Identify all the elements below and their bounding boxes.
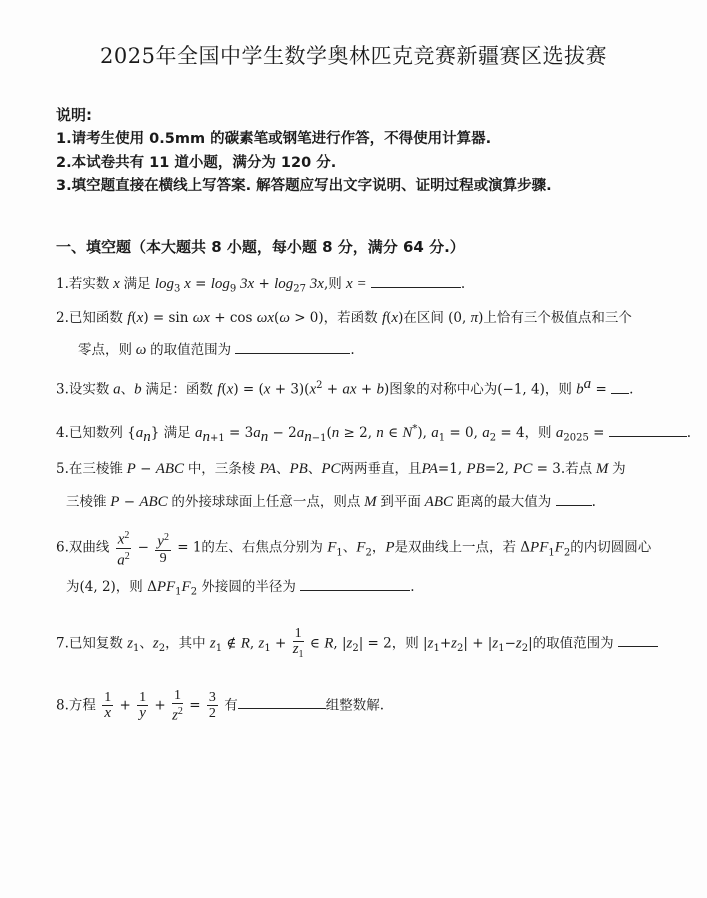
q4-answer-blank[interactable] xyxy=(609,424,687,437)
question-1: 1.若实数 x 满足 $\log_3 x = \log_9 3x + \log_{27} 3x$,则 x = . xyxy=(56,276,466,295)
section-heading: 一、填空题（本大题共 8 小题，每小题 8 分，满分 64 分.） xyxy=(56,238,465,256)
q1-number: 1. xyxy=(56,276,69,292)
question-5-line-1: 5.在三棱锥 P − ABC 中，三条棱 PA、PB、PC两两垂直，且PA=1, PB=2, PC = 3.若点 M 为 xyxy=(56,461,626,477)
question-4: 4.已知数列 $\{a_n\}$ 满足 $a_{n+1} = 3a_n - 2a_{n-1}(n \ge 2$, n ∈ N*), $a_1 = 0$, $a_2 = 4$，则 $a_{2025}$ = . xyxy=(56,423,692,445)
notes-heading: 说明: xyxy=(56,106,92,124)
note-item-3: 3.填空题直接在横线上写答案. 解答题应写出文字说明、证明过程或演算步骤. xyxy=(56,178,552,194)
q1-prefix: 若实数 xyxy=(68,276,110,292)
q5-answer-blank[interactable] xyxy=(556,493,592,506)
question-8: 8.方程 $\frac{1}{x}$ + $\frac{1}{y}$ + $\frac{1}{z^2}$ = $\frac{3}{2}$ 有 组整数解. xyxy=(56,688,384,724)
question-6-line-1: 6.双曲线 $\frac{x^2}{a^2}$ − $\frac{y^2}{9}$ = 1的左、右焦点分别为 $F_1$、$F_2$，P是双曲线上一点，若 $\Delta PF_1F_2$的内切圆圆心 xyxy=(56,530,652,569)
note-item-1: 1.请考生使用 0.5mm 的碳素笔或钢笔进行作答，不得使用计算器. xyxy=(56,131,492,147)
question-7: 7.已知复数 $z_1$、$z_2$，其中 $z_1$ ∉ R, $z_1$ + $\frac{1}{z_1}$ ∈ R, $|z_2| = 2$，则 $|z_1+z_2| + |z_1-z_2|$的取值范围为 xyxy=(56,626,658,662)
q7-answer-blank[interactable] xyxy=(618,634,658,647)
question-2-line-1: 2.已知函数 f(x) = sin ωx + cos ωx(ω > 0)，若函数 f(x)在区间 (0, π)上恰有三个极值点和三个 xyxy=(56,310,632,326)
question-3: 3.设实数 a、b 满足：函数 $f(x) = (x + 3)(x^2$ + ax + b)图象的对称中心为(−1, 4)，则 $b^a$ = . xyxy=(56,376,634,398)
q3-answer-blank[interactable] xyxy=(611,381,629,394)
question-5-line-2: 三棱锥 P − ABC 的外接球球面上任意一点，则点 M 到平面 ABC 距离的最大值为 . xyxy=(66,494,596,510)
q1-mid: 满足 xyxy=(123,276,151,292)
q1-answer-eq: x = xyxy=(346,276,367,292)
question-6-line-2: 为(4, 2)，则 $\Delta PF_1F_2$ 外接圆的半径为 . xyxy=(66,579,415,598)
q1-equation: $\log_3 x = \log_9 3x + \log_{27} 3x$ xyxy=(154,276,324,295)
question-2-line-2: 零点，则 ω 的取值范围为 . xyxy=(78,342,355,358)
q6-answer-blank[interactable] xyxy=(300,578,410,591)
q2-answer-blank[interactable] xyxy=(235,341,350,354)
q1-suffix: ,则 xyxy=(323,276,342,292)
note-item-2: 2.本试卷共有 11 道小题，满分为 120 分. xyxy=(56,155,337,171)
page-title: 2025年全国中学生数学奥林匹克竞赛新疆赛区选拔赛 xyxy=(100,44,607,68)
q8-answer-blank[interactable] xyxy=(238,696,326,709)
q1-answer-blank[interactable] xyxy=(371,275,461,288)
